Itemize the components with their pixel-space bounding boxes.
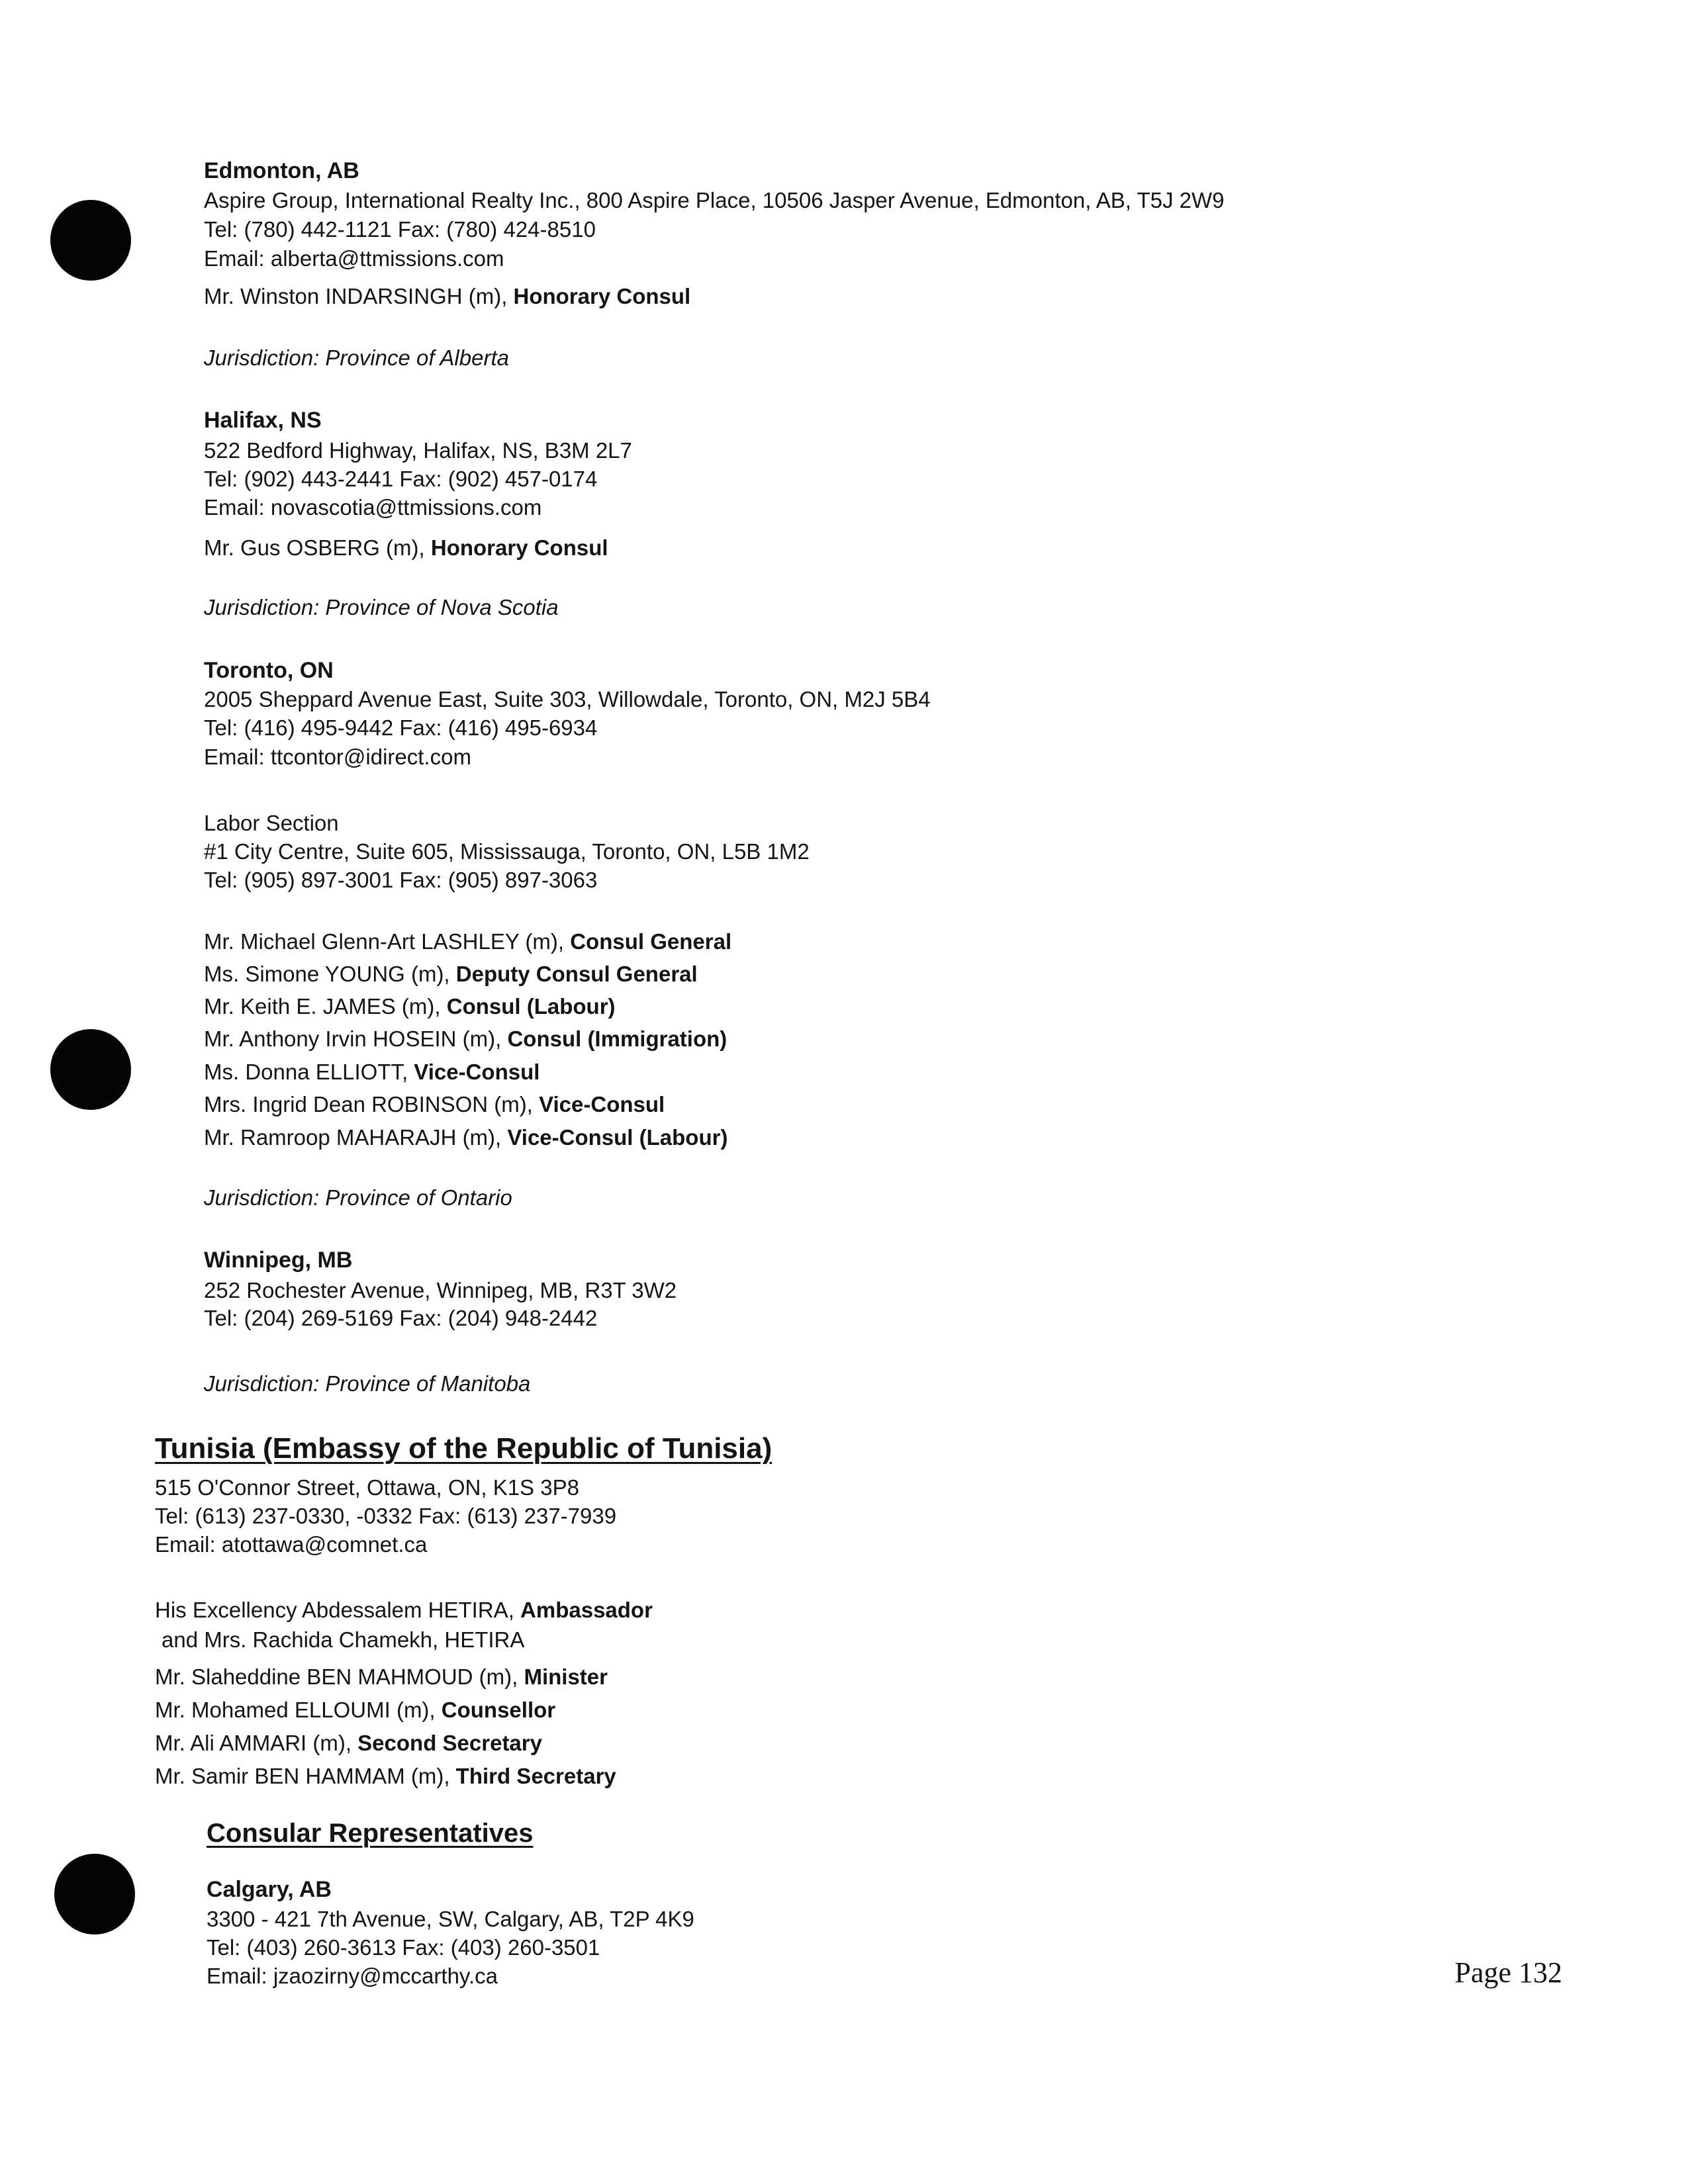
country-heading: Tunisia (Embassy of the Republic of Tunisia) <box>155 1432 773 1465</box>
staff-entry <box>155 1730 542 1756</box>
staff-title: Ambassador <box>520 1598 653 1622</box>
office-address: 3300 - 421 7th Avenue, SW, Calgary, AB, T2P 4K9 <box>207 1907 694 1931</box>
punch-hole <box>50 1029 131 1110</box>
staff-entry <box>204 961 698 987</box>
embassy-address: 515 O'Connor Street, Ottawa, ON, K1S 3P8 <box>155 1475 579 1500</box>
labor-section-phone: Tel: (905) 897-3001 Fax: (905) 897-3063 <box>204 868 598 892</box>
staff-name: Mr. Mohamed ELLOUMI (m), <box>155 1698 442 1722</box>
office-email: Email: alberta@ttmissions.com <box>204 246 504 271</box>
staff-title: Vice-Consul <box>539 1092 665 1116</box>
office-phone: Tel: (780) 442-1121 Fax: (780) 424-8510 <box>204 217 596 242</box>
staff-entry <box>155 1763 616 1790</box>
staff-entry <box>204 1091 665 1118</box>
staff-name: Ms. Donna ELLIOTT, <box>204 1060 414 1084</box>
staff-name: Mr. Gus OSBERG (m), <box>204 535 431 560</box>
staff-title: Second Secretary <box>357 1731 542 1755</box>
office-city: Calgary, AB <box>207 1877 332 1902</box>
embassy-phone: Tel: (613) 237-0330, -0332 Fax: (613) 237-7939 <box>155 1504 617 1528</box>
staff-title: Honorary Consul <box>513 284 691 308</box>
ambassador-entry <box>155 1597 653 1623</box>
staff-title: Consul (Immigration) <box>507 1026 727 1051</box>
staff-entry <box>155 1697 555 1723</box>
staff-name: Ms. Simone YOUNG (m), <box>204 962 456 986</box>
office-email: Email: ttcontor@idirect.com <box>204 745 471 769</box>
staff-entry <box>204 929 731 955</box>
staff-title: Counsellor <box>441 1698 556 1722</box>
staff-title: Third Secretary <box>455 1764 616 1788</box>
staff-entry <box>204 1026 727 1052</box>
page-number: Page 132 <box>1454 1956 1562 1989</box>
staff-name: Mr. Ali AMMARI (m), <box>155 1731 358 1755</box>
staff-entry <box>204 993 616 1020</box>
office-city: Winnipeg, MB <box>204 1248 353 1273</box>
staff-title: Honorary Consul <box>430 535 608 560</box>
office-jurisdiction: Jurisdiction: Province of Ontario <box>204 1185 512 1210</box>
office-phone: Tel: (403) 260-3613 Fax: (403) 260-3501 <box>207 1935 600 1960</box>
staff-entry <box>204 1059 539 1085</box>
office-city: Halifax, NS <box>204 408 322 433</box>
office-city: Edmonton, AB <box>204 158 359 183</box>
staff-name: His Excellency Abdessalem HETIRA, <box>155 1598 521 1622</box>
office-address: 522 Bedford Highway, Halifax, NS, B3M 2L7 <box>204 438 632 463</box>
office-phone: Tel: (902) 443-2441 Fax: (902) 457-0174 <box>204 467 598 491</box>
staff-name: Mr. Winston INDARSINGH (m), <box>204 284 514 308</box>
office-city: Toronto, ON <box>204 658 334 683</box>
punch-hole <box>50 200 131 281</box>
consular-heading: Consular Representatives <box>207 1819 534 1848</box>
staff-title: Deputy Consul General <box>455 962 698 986</box>
staff-title: Vice-Consul (Labour) <box>507 1125 728 1150</box>
office-address: 2005 Sheppard Avenue East, Suite 303, Willowdale, Toronto, ON, M2J 5B4 <box>204 687 931 711</box>
staff-name: Mrs. Ingrid Dean ROBINSON (m), <box>204 1092 539 1116</box>
staff-name: Mr. Keith E. JAMES (m), <box>204 994 447 1019</box>
punch-hole <box>54 1854 135 1934</box>
labor-section-address: #1 City Centre, Suite 605, Mississauga, Toronto, ON, L5B 1M2 <box>204 839 810 864</box>
office-address: Aspire Group, International Realty Inc., 800 Aspire Place, 10506 Jasper Avenue, Edmonton, AB, T5J 2W9 <box>204 188 1225 212</box>
staff-entry <box>204 1124 727 1151</box>
staff-name: Mr. Slaheddine BEN MAHMOUD (m), <box>155 1664 524 1689</box>
office-email: Email: jzaozirny@mccarthy.ca <box>207 1964 498 1988</box>
staff-entry <box>204 535 608 561</box>
office-email: Email: novascotia@ttmissions.com <box>204 495 542 520</box>
staff-title: Vice-Consul <box>414 1060 540 1084</box>
staff-name: Mr. Michael Glenn-Art LASHLEY (m), <box>204 929 571 954</box>
labor-section-label: Labor Section <box>204 811 339 835</box>
ambassador-spouse: and Mrs. Rachida Chamekh, HETIRA <box>162 1627 525 1652</box>
staff-title: Consul (Labour) <box>446 994 616 1019</box>
office-jurisdiction: Jurisdiction: Province of Manitoba <box>204 1371 531 1396</box>
office-phone: Tel: (416) 495-9442 Fax: (416) 495-6934 <box>204 715 598 740</box>
staff-name: Mr. Anthony Irvin HOSEIN (m), <box>204 1026 508 1051</box>
office-jurisdiction: Jurisdiction: Province of Nova Scotia <box>204 595 559 619</box>
staff-title: Consul General <box>570 929 732 954</box>
staff-entry <box>155 1664 608 1690</box>
staff-name: Mr. Samir BEN HAMMAM (m), <box>155 1764 456 1788</box>
office-phone: Tel: (204) 269-5169 Fax: (204) 948-2442 <box>204 1306 598 1330</box>
office-address: 252 Rochester Avenue, Winnipeg, MB, R3T 3W2 <box>204 1278 677 1302</box>
staff-name: Mr. Ramroop MAHARAJH (m), <box>204 1125 508 1150</box>
staff-title: Minister <box>524 1664 608 1689</box>
embassy-email: Email: atottawa@comnet.ca <box>155 1532 428 1557</box>
office-jurisdiction: Jurisdiction: Province of Alberta <box>204 345 509 370</box>
staff-entry <box>204 283 690 310</box>
